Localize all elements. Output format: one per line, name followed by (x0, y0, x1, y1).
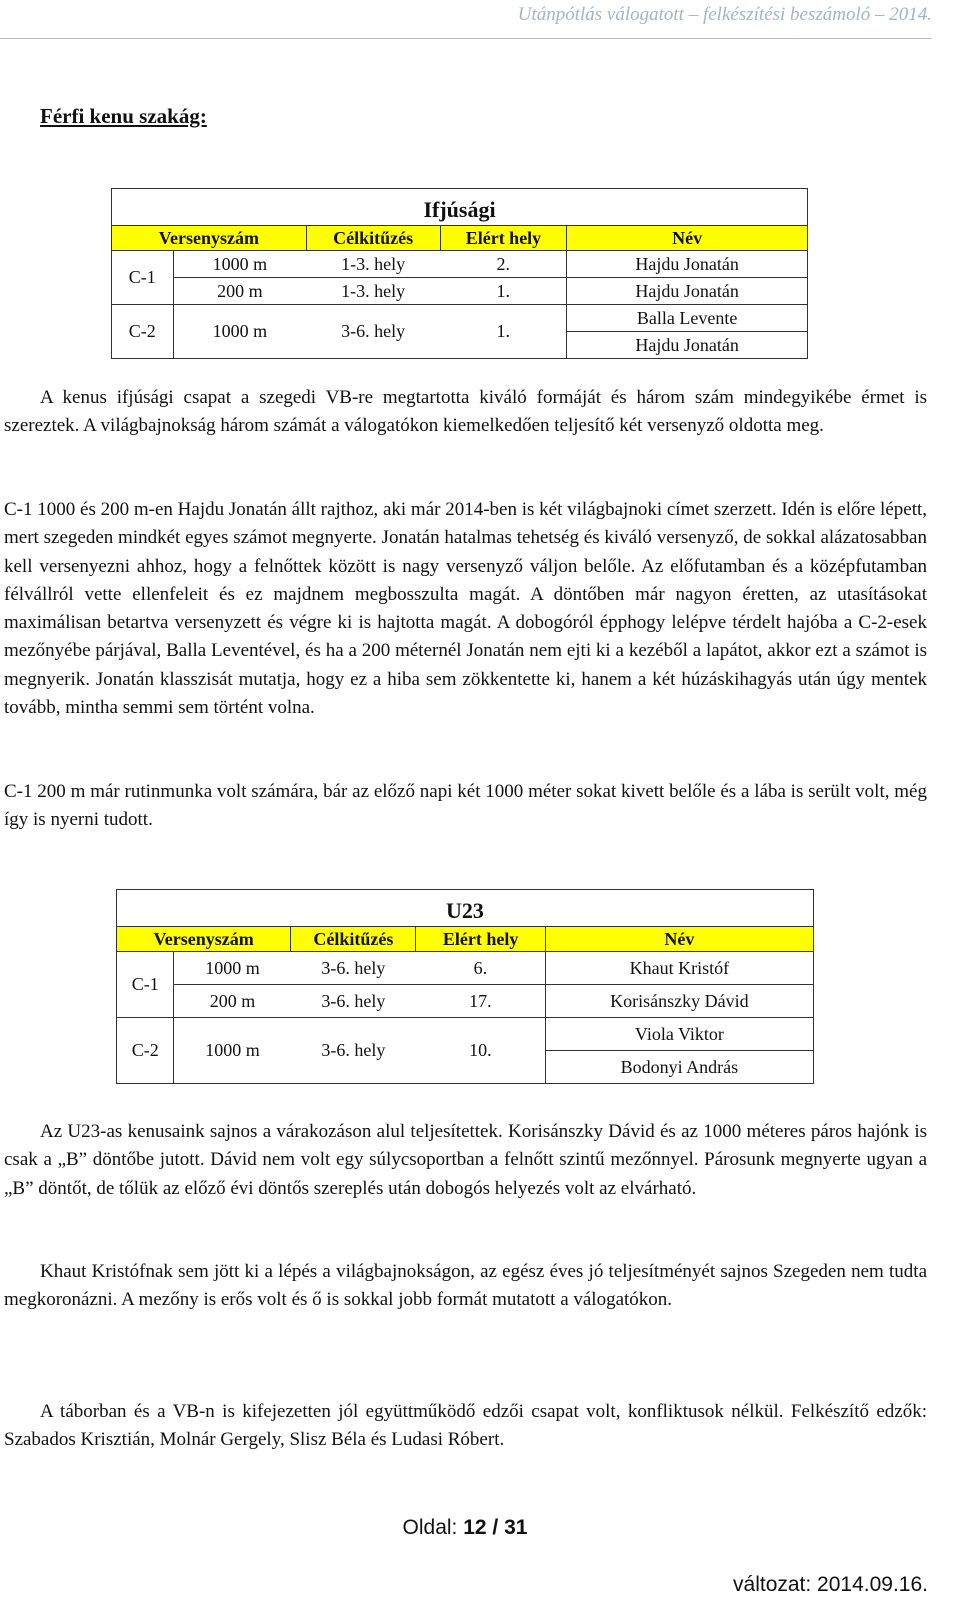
distance-cell: 1000 m (173, 251, 306, 278)
column-header: Név (567, 226, 808, 251)
table-row (112, 278, 808, 305)
name-cell: Viola Viktor (545, 1018, 813, 1051)
column-header: Versenyszám (112, 226, 307, 251)
name-cell: Khaut Kristóf (545, 952, 813, 985)
name-cell: Korisánszky Dávid (545, 985, 813, 1018)
page-count: 12 / 31 (463, 1516, 528, 1539)
results-table-youth (111, 188, 808, 359)
paragraph: A kenus ifjúsági csapat a szegedi VB-re megtartotta kiváló formáját és három szám mindegyikébe érmet is szereztek. A világbajnokság három számát a válogatókon kiemelkedően teljesítő két versenyző oldotta meg. (4, 387, 927, 437)
paragraph: C-1 200 m már rutinmunka volt számára, bár az előző napi két 1000 méter sokat kivett belőle és a lába is serült volt, még így is nyerni tudott. (4, 781, 927, 831)
column-header: Versenyszám (117, 927, 291, 952)
place-cell: 2. (440, 251, 566, 278)
column-header: Név (545, 927, 813, 952)
goal-cell: 1-3. hely (306, 251, 440, 278)
distance-cell: 1000 m (174, 952, 291, 985)
table-row (117, 952, 814, 985)
table-row (112, 305, 808, 332)
goal-cell: 3-6. hely (291, 952, 416, 985)
distance-cell: 200 m (174, 985, 291, 1018)
section-title: Férfi kenu szakág: (40, 104, 207, 128)
name-cell: Bodonyi András (545, 1051, 813, 1084)
distance-cell: 200 m (173, 278, 306, 305)
name-cell: Balla Levente (567, 305, 808, 332)
paragraph: Khaut Kristófnak sem jött ki a lépés a világbajnokságon, az egész éves jó teljesítményét sajnos Szegeden nem tudta megkoronázni. A mezőny is erős volt és ő is sokkal jobb formát mutatott a válogatókon. (4, 1261, 927, 1311)
results-table-u23 (116, 889, 814, 1084)
name-cell: Hajdu Jonatán (567, 278, 808, 305)
distance-cell: 1000 m (174, 1018, 291, 1084)
header-rule (0, 38, 932, 39)
event-cell: C-1 (117, 952, 174, 1018)
page-label: Oldal: (402, 1516, 458, 1539)
place-cell: 10. (416, 1018, 545, 1084)
running-header: Utánpótlás válogatott – felkészítési beszámoló – 2014. (517, 4, 932, 25)
goal-cell: 3-6. hely (306, 305, 440, 359)
table-caption: U23 (117, 890, 814, 927)
table-row (117, 985, 814, 1018)
goal-cell: 1-3. hely (306, 278, 440, 305)
column-header: Elért hely (416, 927, 545, 952)
table-row (112, 251, 808, 278)
paragraph: A táborban és a VB-n is kifejezetten jól együttműködő edzői csapat volt, konfliktusok nélkül. Felkészítő edzők: Szabados Krisztián, Molnár Gergely, Slisz Béla és Ludasi Róbert. (4, 1401, 927, 1451)
place-cell: 6. (416, 952, 545, 985)
paragraph: Az U23-as kenusaink sajnos a várakozáson alul teljesítettek. Korisánszky Dávid és az 1000 méteres páros hajónk is csak a „B” döntőbe jutott. Dávid nem volt egy súlycsoportban a felnőtt szintű mezőnnyel. Párosunk megnyerte ugyan a „B” döntőt, de tőlük az előző évi döntős szereplés után dobogós helyezés volt az elvárható. (4, 1121, 927, 1199)
distance-cell: 1000 m (173, 305, 306, 359)
column-header: Célkitűzés (291, 927, 416, 952)
table-row (117, 1018, 814, 1051)
goal-cell: 3-6. hely (291, 1018, 416, 1084)
page-number (0, 1516, 930, 1540)
event-cell: C-2 (117, 1018, 174, 1084)
event-cell: C-2 (112, 305, 174, 359)
goal-cell: 3-6. hely (291, 985, 416, 1018)
name-cell: Hajdu Jonatán (567, 251, 808, 278)
place-cell: 1. (440, 278, 566, 305)
place-cell: 1. (440, 305, 566, 359)
paragraph: C-1 1000 és 200 m-en Hajdu Jonatán állt rajthoz, aki már 2014-ben is két világbajnoki címet szerzett. Idén is előre lépett, mert szegeden mindkét egyes számot megnyerte. Jonatán hatalmas tehetség és kiváló versenyző, de sokkal alázatosabban kell versenyezni ahhoz, hogy a felnőttek között is nagy versenyző váljon belőle. Az előfutamban és a középfutamban félvállról vette ellenfeleit és ez majdnem megbosszulta magát. A döntőben már nagyon éretten, az utasításokat maximálisan betartva versenyzett és végre ki is hajtotta magát. A dobogóról épphogy lelépve térdelt hajóba a C-2-esek mezőnyébe párjával, Balla Leventével, és ha a 200 méternél Jonatán nem ejti ki a kezéből a lapátot, akkor ezt a számot is megnyerik. Jonatán klasszisát mutatja, hogy ez a hiba sem zökkentette ki, hanem a két húzáskihagyás után úgy mentek tovább, mintha semmi sem történt volna. (4, 499, 927, 719)
place-cell: 17. (416, 985, 545, 1018)
version-label: változat: 2014.09.16. (733, 1573, 928, 1596)
column-header: Elért hely (440, 226, 566, 251)
name-cell: Hajdu Jonatán (567, 332, 808, 359)
column-header: Célkitűzés (306, 226, 440, 251)
table-caption: Ifjúsági (112, 189, 808, 226)
event-cell: C-1 (112, 251, 174, 305)
